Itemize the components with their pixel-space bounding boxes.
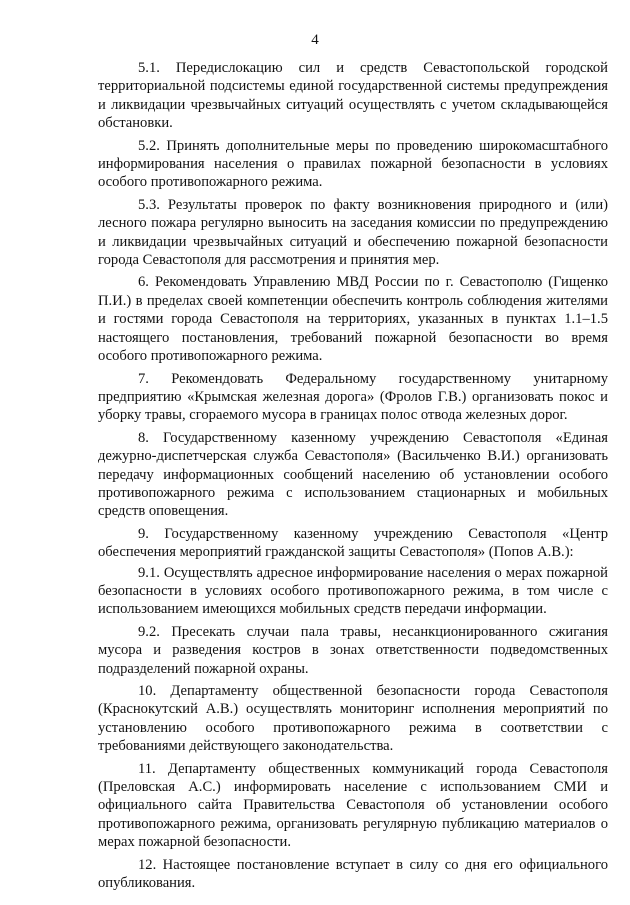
paragraph-12: 12. Настоящее постановление вступает в силу со дня его официального опубликования. (98, 856, 608, 892)
paragraph-9-1: 9.1. Осуществлять адресное информирование населения о мерах пожарной безопасности в условиях особого противопожарного режима, в том числе с использованием имеющихся мобильных средств передачи информации. (98, 564, 608, 618)
document-body (98, 59, 608, 896)
paragraph-11: 11. Департаменту общественных коммуникаций города Севастополя (Преловская А.С.) информировать население с использованием СМИ и официального сайта Правительства Севастополя об установлении особого противопожарного режима, организовать регулярную публикацию материалов о мерах пожарной безопасности. (98, 760, 608, 851)
paragraph-6: 6. Рекомендовать Управлению МВД России по г. Севастополю (Гищенко П.И.) в пределах своей компетенции обеспечить контроль соблюдения жителями и гостями города Севастополя на территориях, указанных в пунктах 1.1–1.5 настоящего постановления, требований пожарной безопасности во время особого противопожарного режима. (98, 274, 608, 365)
paragraph-5-2: 5.2. Принять дополнительные меры по проведению широкомасштабного информирования населения о правилах пожарной безопасности в условиях особого противопожарного режима. (98, 137, 608, 191)
paragraph-10: 10. Департаменту общественной безопасности города Севастополя (Краснокутский А.В.) осуществлять мониторинг исполнения мероприятий по установлению особого противопожарного режима в соответствии с требованиями действующего законодательства. (98, 683, 608, 755)
paragraph-8: 8. Государственному казенному учреждению Севастополя «Единая дежурно-диспетчерская служба Севастополя» (Васильченко В.И.) организовать передачу информационных сообщений населению об установлении особого противопожарного режима с использованием стационарных и мобильных средств оповещения. (98, 429, 608, 520)
paragraph-7: 7. Рекомендовать Федеральному государственному унитарному предприятию «Крымская железная дорога» (Фролов Г.В.) организовать покос и уборку травы, сгораемого мусора в границах полос отвода железных дорог. (98, 370, 608, 424)
paragraph-5-3: 5.3. Результаты проверок по факту возникновения природного и (или) лесного пожара регулярно выносить на заседания комиссии по предупреждению и ликвидации чрезвычайных ситуаций и обеспечению пожарной безопасности города Севастополя для рассмотрения и принятия мер. (98, 196, 608, 269)
page-number: 4 (311, 32, 319, 48)
paragraph-5-1: 5.1. Передислокацию сил и средств Севастопольской городской территориальной подсистемы единой государственной системы предупреждения и ликвидации чрезвычайных ситуаций осуществлять с учетом складывающейся обстановки. (98, 60, 608, 132)
paragraph-9-2: 9.2. Пресекать случаи пала травы, несанкционированного сжигания мусора и разведения костров в зонах ответственности подведомственных подразделений пожарной охраны. (98, 623, 608, 677)
paragraph-9: 9. Государственному казенному учреждению Севастополя «Центр обеспечения мероприятий гражданской защиты Севастополя» (Попов А.В.): (98, 525, 608, 561)
